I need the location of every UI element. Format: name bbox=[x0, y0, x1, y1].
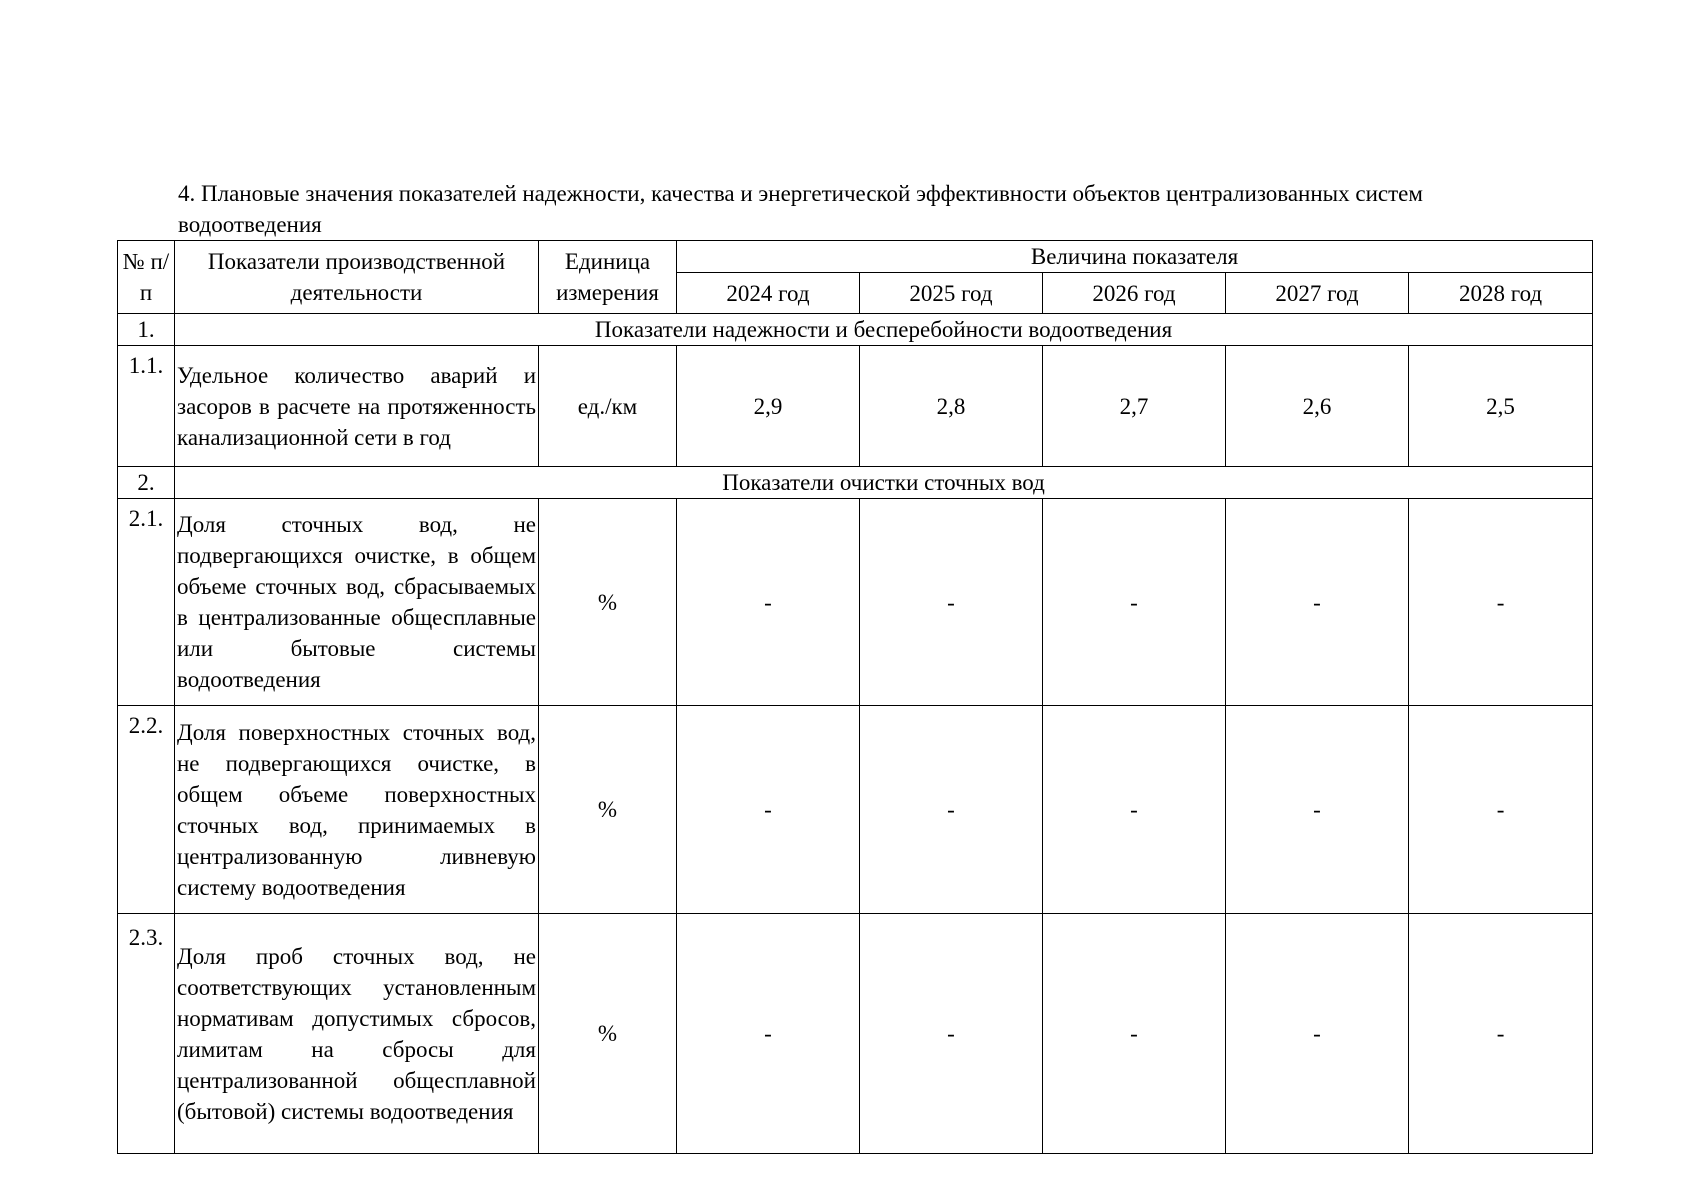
row-unit: % bbox=[539, 706, 677, 914]
row-value-2025: - bbox=[860, 499, 1043, 706]
table-row bbox=[118, 499, 1593, 706]
row-value-2025: 2,8 bbox=[860, 346, 1043, 467]
header-value-group: Величина показателя bbox=[677, 241, 1593, 273]
header-unit: Единица измерения bbox=[539, 241, 677, 314]
row-indicator: Удельное количество аварий и засоров в расчете на протяженность канализационной сети в год bbox=[175, 346, 539, 467]
row-value-2027: - bbox=[1226, 499, 1409, 706]
section-num: 2. bbox=[118, 467, 175, 499]
section-row bbox=[118, 314, 1593, 346]
row-value-2027: 2,6 bbox=[1226, 346, 1409, 467]
row-value-2028: - bbox=[1409, 706, 1593, 914]
row-value-2027: - bbox=[1226, 706, 1409, 914]
row-value-2024: - bbox=[677, 706, 860, 914]
row-num: 1.1. bbox=[118, 346, 175, 467]
table-row bbox=[118, 346, 1593, 467]
section-title: Показатели очистки сточных вод bbox=[175, 467, 1593, 499]
row-indicator: Доля сточных вод, не подвергающихся очистке, в общем объеме сточных вод, сбрасываемых в централизованные общесплавные или бытовые системы водоотведения bbox=[175, 499, 539, 706]
table-row bbox=[118, 914, 1593, 1154]
row-value-2026: - bbox=[1043, 499, 1226, 706]
row-value-2025: - bbox=[860, 914, 1043, 1154]
header-year-2026: 2026 год bbox=[1043, 273, 1226, 314]
row-value-2026: - bbox=[1043, 706, 1226, 914]
table-row bbox=[118, 706, 1593, 914]
header-year-2024: 2024 год bbox=[677, 273, 860, 314]
row-num: 2.1. bbox=[118, 499, 175, 706]
row-num: 2.2. bbox=[118, 706, 175, 914]
row-value-2024: - bbox=[677, 914, 860, 1154]
row-unit: % bbox=[539, 499, 677, 706]
section-row bbox=[118, 467, 1593, 499]
header-num: № п/п bbox=[118, 241, 175, 314]
row-value-2028: - bbox=[1409, 499, 1593, 706]
row-value-2025: - bbox=[860, 706, 1043, 914]
header-indicator: Показатели производственной деятельности bbox=[175, 241, 539, 314]
row-unit: % bbox=[539, 914, 677, 1154]
row-indicator: Доля поверхностных сточных вод, не подвергающихся очистке, в общем объеме поверхностных сточных вод, принимаемых в централизованную ливневую систему водоотведения bbox=[175, 706, 539, 914]
row-value-2026: 2,7 bbox=[1043, 346, 1226, 467]
row-value-2024: - bbox=[677, 499, 860, 706]
row-num: 2.3. bbox=[118, 914, 175, 1154]
header-year-2025: 2025 год bbox=[860, 273, 1043, 314]
indicators-table bbox=[117, 240, 1593, 1154]
header-year-2027: 2027 год bbox=[1226, 273, 1409, 314]
section-num: 1. bbox=[118, 314, 175, 346]
row-indicator: Доля проб сточных вод, не соответствующих установленным нормативам допустимых сбросов, лимитам на сбросы для централизованной общесплавной (бытовой) системы водоотведения bbox=[175, 914, 539, 1154]
header-year-2028: 2028 год bbox=[1409, 273, 1593, 314]
row-unit: ед./км bbox=[539, 346, 677, 467]
page-title: 4. Плановые значения показателей надежности, качества и энергетической эффективности объектов централизованных систем водоотведения bbox=[178, 181, 1423, 237]
row-value-2027: - bbox=[1226, 914, 1409, 1154]
row-value-2028: 2,5 bbox=[1409, 346, 1593, 467]
section-title: Показатели надежности и бесперебойности водоотведения bbox=[175, 314, 1593, 346]
row-value-2028: - bbox=[1409, 914, 1593, 1154]
row-value-2026: - bbox=[1043, 914, 1226, 1154]
row-value-2024: 2,9 bbox=[677, 346, 860, 467]
